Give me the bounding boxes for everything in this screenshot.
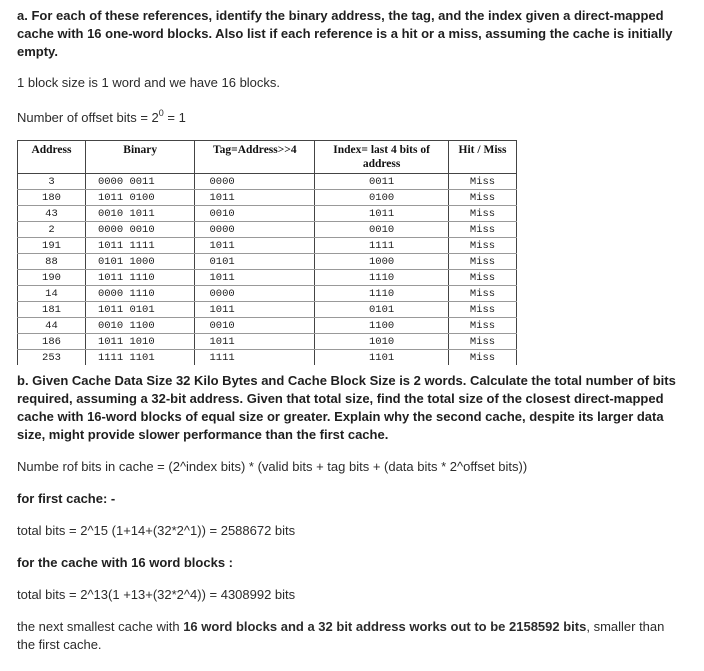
offset-suffix: = 1 (163, 110, 186, 125)
table-row (18, 238, 517, 254)
cell-index: 1100 (315, 318, 449, 334)
cell-hit-miss: Miss (449, 302, 517, 318)
cell-binary: 1011 1110 (85, 270, 195, 286)
cell-binary: 0010 1011 (85, 206, 195, 222)
table-row (18, 206, 517, 222)
cell-hit-miss: Miss (449, 334, 517, 350)
cell-tag: 1111 (195, 350, 315, 366)
cache-reference-table (17, 140, 517, 365)
first-cache-heading: for first cache: - (17, 491, 116, 506)
cell-binary: 0000 0011 (85, 174, 195, 190)
table-row (18, 302, 517, 318)
conclusion-suffix: , smaller than the first cache. (17, 619, 665, 652)
table-row (18, 190, 517, 206)
cell-index: 0101 (315, 302, 449, 318)
cell-index: 1111 (315, 238, 449, 254)
table-row (18, 318, 517, 334)
second-cache-heading: for the cache with 16 word blocks : (17, 555, 233, 570)
cell-tag: 1011 (195, 302, 315, 318)
header-address: Address (18, 141, 86, 174)
cell-index: 0010 (315, 222, 449, 238)
cell-tag: 1011 (195, 270, 315, 286)
table-header-row (18, 141, 517, 174)
cell-index: 1011 (315, 206, 449, 222)
cell-hit-miss: Miss (449, 190, 517, 206)
second-cache-total: total bits = 2^13(1 +13+(32*2^4)) = 4308992 bits (17, 587, 296, 602)
cell-hit-miss: Miss (449, 350, 517, 366)
block-size-text: 1 block size is 1 word and we have 16 blocks. (17, 75, 281, 90)
cell-tag: 1011 (195, 190, 315, 206)
cell-address: 186 (18, 334, 86, 350)
cell-index: 1000 (315, 254, 449, 270)
bits-formula-text: Numbe rof bits in cache = (2^index bits) * (valid bits + tag bits + (data bits * 2^offset bits)) (17, 459, 528, 474)
cell-address: 88 (18, 254, 86, 270)
cell-binary: 0000 0010 (85, 222, 195, 238)
cell-index: 1110 (315, 270, 449, 286)
header-hit-miss: Hit / Miss (449, 141, 517, 174)
table-row (18, 350, 517, 366)
cell-hit-miss: Miss (449, 286, 517, 302)
header-tag: Tag=Address>>4 (195, 141, 315, 174)
cell-hit-miss: Miss (449, 206, 517, 222)
cell-binary: 1011 0101 (85, 302, 195, 318)
cell-tag: 0000 (195, 174, 315, 190)
cell-address: 190 (18, 270, 86, 286)
table-row (18, 286, 517, 302)
cell-address: 253 (18, 350, 86, 366)
first-cache-total: total bits = 2^15 (1+14+(32*2^1)) = 2588672 bits (17, 523, 296, 538)
cell-hit-miss: Miss (449, 254, 517, 270)
table-row (18, 222, 517, 238)
header-binary: Binary (85, 141, 195, 174)
cell-address: 43 (18, 206, 86, 222)
cell-tag: 0000 (195, 222, 315, 238)
cell-binary: 1011 1111 (85, 238, 195, 254)
cell-binary: 1011 1010 (85, 334, 195, 350)
cell-tag: 0101 (195, 254, 315, 270)
cell-index: 0011 (315, 174, 449, 190)
cell-index: 1010 (315, 334, 449, 350)
cell-tag: 0010 (195, 206, 315, 222)
cell-binary: 0101 1000 (85, 254, 195, 270)
cell-address: 181 (18, 302, 86, 318)
cell-address: 2 (18, 222, 86, 238)
cell-index: 1110 (315, 286, 449, 302)
cell-address: 14 (18, 286, 86, 302)
conclusion-highlight: 16 word blocks and a 32 bit address works out to be 2158592 bits (183, 619, 587, 634)
cell-hit-miss: Miss (449, 270, 517, 286)
offset-prefix: Number of offset bits = 2 (17, 110, 159, 125)
cell-hit-miss: Miss (449, 222, 517, 238)
table-row (18, 174, 517, 190)
cell-tag: 1011 (195, 334, 315, 350)
cell-address: 180 (18, 190, 86, 206)
cell-hit-miss: Miss (449, 318, 517, 334)
table-row (18, 270, 517, 286)
part-a-question: a. For each of these references, identify the binary address, the tag, and the index given a direct-mapped cache with 16 one-word blocks. Also list if each reference is a hit or a miss, assuming the cache is initially empty. (17, 8, 673, 59)
cache-table-container (17, 140, 517, 365)
cell-tag: 1011 (195, 238, 315, 254)
conclusion-text (17, 618, 677, 654)
header-index: Index= last 4 bits of address (315, 141, 449, 174)
cell-hit-miss: Miss (449, 174, 517, 190)
cell-tag: 0010 (195, 318, 315, 334)
cell-index: 0100 (315, 190, 449, 206)
offset-exponent: 0 (158, 108, 164, 118)
cell-address: 3 (18, 174, 86, 190)
table-row (18, 334, 517, 350)
cell-tag: 0000 (195, 286, 315, 302)
cell-index: 1101 (315, 350, 449, 366)
cell-hit-miss: Miss (449, 238, 517, 254)
table-row (18, 254, 517, 270)
cell-address: 191 (18, 238, 86, 254)
part-b-question: b. Given Cache Data Size 32 Kilo Bytes and Cache Block Size is 2 words. Calculate the total number of bits required, assuming a 32-bit address. Given that total size, find the total size of the closest direct-mapped cache with 16-word blocks of equal size or greater. Explain why the second cache, despite its larger data size, might provide slower performance than the first cache. (17, 373, 676, 442)
cell-binary: 1111 1101 (85, 350, 195, 366)
cell-binary: 0010 1100 (85, 318, 195, 334)
cell-binary: 0000 1110 (85, 286, 195, 302)
offset-bits-text (17, 109, 186, 127)
cell-address: 44 (18, 318, 86, 334)
table-body (18, 174, 517, 366)
conclusion-prefix: the next smallest cache with (17, 619, 184, 634)
cell-binary: 1011 0100 (85, 190, 195, 206)
